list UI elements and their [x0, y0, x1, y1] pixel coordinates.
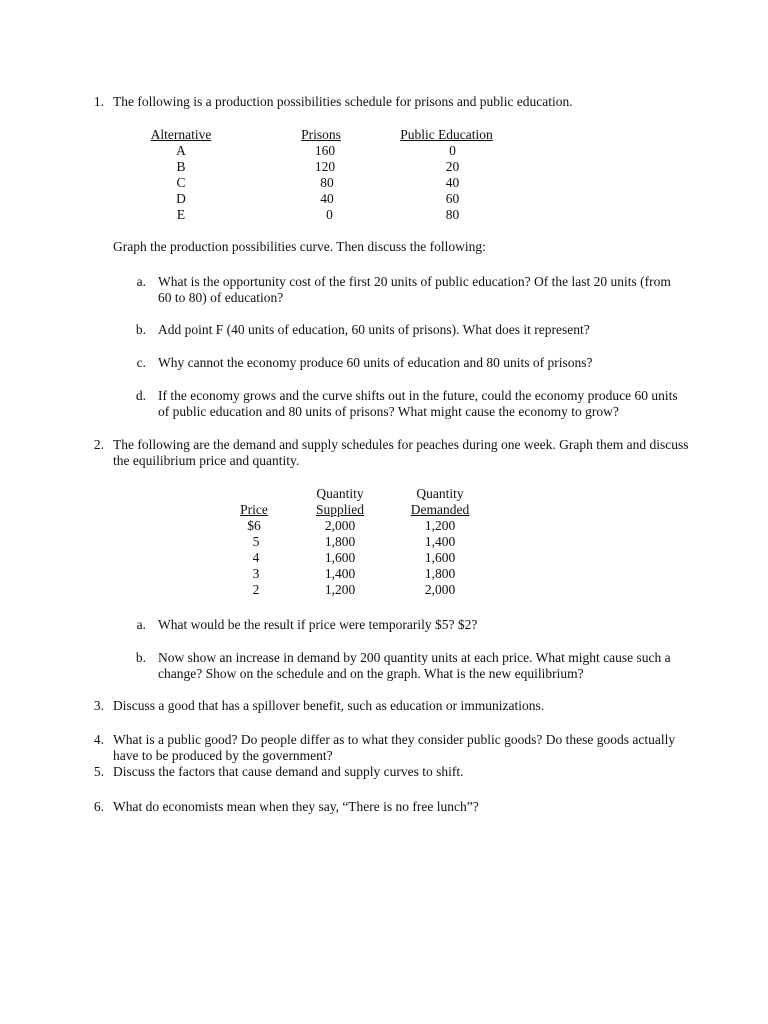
q2b-label: b.	[135, 650, 146, 665]
quantity-demanded-header: Demanded	[410, 502, 470, 517]
quantity-supplied-header: Supplied	[315, 502, 364, 517]
table-cell: 1,400	[324, 566, 356, 581]
table-cell: 5	[252, 534, 260, 549]
q1a-label: a.	[136, 274, 146, 289]
table-cell: 1,800	[424, 566, 456, 581]
table-cell: 1,400	[424, 534, 456, 549]
table-cell: 2,000	[324, 518, 356, 533]
q2a-label: a.	[136, 617, 146, 632]
q5-text: Discuss the factors that cause demand and supply curves to shift.	[113, 764, 464, 779]
q5-number: 5.	[93, 764, 104, 779]
q2b-line1: Now show an increase in demand by 200 quantity units at each price. What might cause such a	[158, 650, 671, 665]
table-cell: 40	[320, 191, 334, 206]
table-cell: 80	[320, 175, 334, 190]
q1-instruction: Graph the production possibilities curve. Then discuss the following:	[113, 239, 486, 254]
q6-number: 6.	[93, 799, 104, 814]
q1a-line1: What is the opportunity cost of the first 20 units of public education? Of the last 20 units (from	[158, 274, 671, 289]
price-header: Price	[240, 502, 268, 517]
q2b-line2: change? Show on the schedule and on the graph. What is the new equilibrium?	[158, 666, 584, 681]
table-cell: 2,000	[424, 582, 456, 597]
q1b-label: b.	[135, 322, 146, 337]
q6-text: What do economists mean when they say, “There is no free lunch”?	[113, 799, 479, 814]
q1c-label: c.	[136, 355, 146, 370]
q2-line2: the equilibrium price and quantity.	[113, 453, 300, 468]
table-cell: 80	[445, 207, 460, 222]
q1-number: 1.	[93, 94, 104, 109]
table-cell: 1,600	[324, 550, 356, 565]
q4-number: 4.	[93, 732, 104, 747]
table-cell: 1,600	[424, 550, 456, 565]
prisons-header: Prisons	[301, 127, 341, 142]
public-education-header: Public Education	[400, 127, 493, 142]
table-cell: 4	[252, 550, 260, 565]
quantity-demanded-header-top: Quantity	[416, 486, 464, 501]
q2a-line1: What would be the result if price were temporarily $5? $2?	[158, 617, 478, 632]
alternative-header: Alternative	[150, 127, 212, 142]
table-cell: 0	[326, 207, 333, 222]
table-cell: 0	[449, 143, 456, 158]
q4-line1: What is a public good? Do people differ as to what they consider public goods? Do these goods actually	[113, 732, 676, 747]
table-cell: E	[176, 207, 186, 222]
q2-number: 2.	[93, 437, 104, 452]
table-cell: D	[176, 191, 186, 206]
table-cell: 160	[314, 143, 336, 158]
q1d-line1: If the economy grows and the curve shifts out in the future, could the economy produce 60 units	[158, 388, 678, 403]
q1-text: The following is a production possibilities schedule for prisons and public education.	[113, 94, 573, 109]
q1a-line2: 60 to 80) of education?	[158, 290, 284, 305]
table-cell: $6	[247, 518, 261, 533]
q3-number: 3.	[93, 698, 104, 713]
table-cell: 1,200	[424, 518, 456, 533]
table-cell: B	[176, 159, 186, 174]
q4-line2: have to be produced by the government?	[113, 748, 333, 763]
q1c-line1: Why cannot the economy produce 60 units of education and 80 units of prisons?	[158, 355, 593, 370]
table-cell: 1,200	[324, 582, 356, 597]
q2-line1: The following are the demand and supply schedules for peaches during one week. Graph them and discuss	[113, 437, 689, 452]
table-cell: 2	[252, 582, 260, 597]
table-cell: 40	[445, 175, 460, 190]
table-cell: 120	[314, 159, 336, 174]
table-cell: C	[176, 175, 186, 190]
q1b-line1: Add point F (40 units of education, 60 units of prisons). What does it represent?	[158, 322, 590, 337]
table-cell: 1,800	[324, 534, 356, 549]
table-cell: 20	[445, 159, 460, 174]
q3-text: Discuss a good that has a spillover benefit, such as education or immunizations.	[113, 698, 545, 713]
q1d-label: d.	[135, 388, 146, 403]
table-cell: A	[176, 143, 186, 158]
quantity-supplied-header-top: Quantity	[316, 486, 364, 501]
table-cell: 3	[252, 566, 260, 581]
table-cell: 60	[445, 191, 460, 206]
q1d-line2: of public education and 80 units of prisons? What might cause the economy to grow?	[158, 404, 619, 419]
